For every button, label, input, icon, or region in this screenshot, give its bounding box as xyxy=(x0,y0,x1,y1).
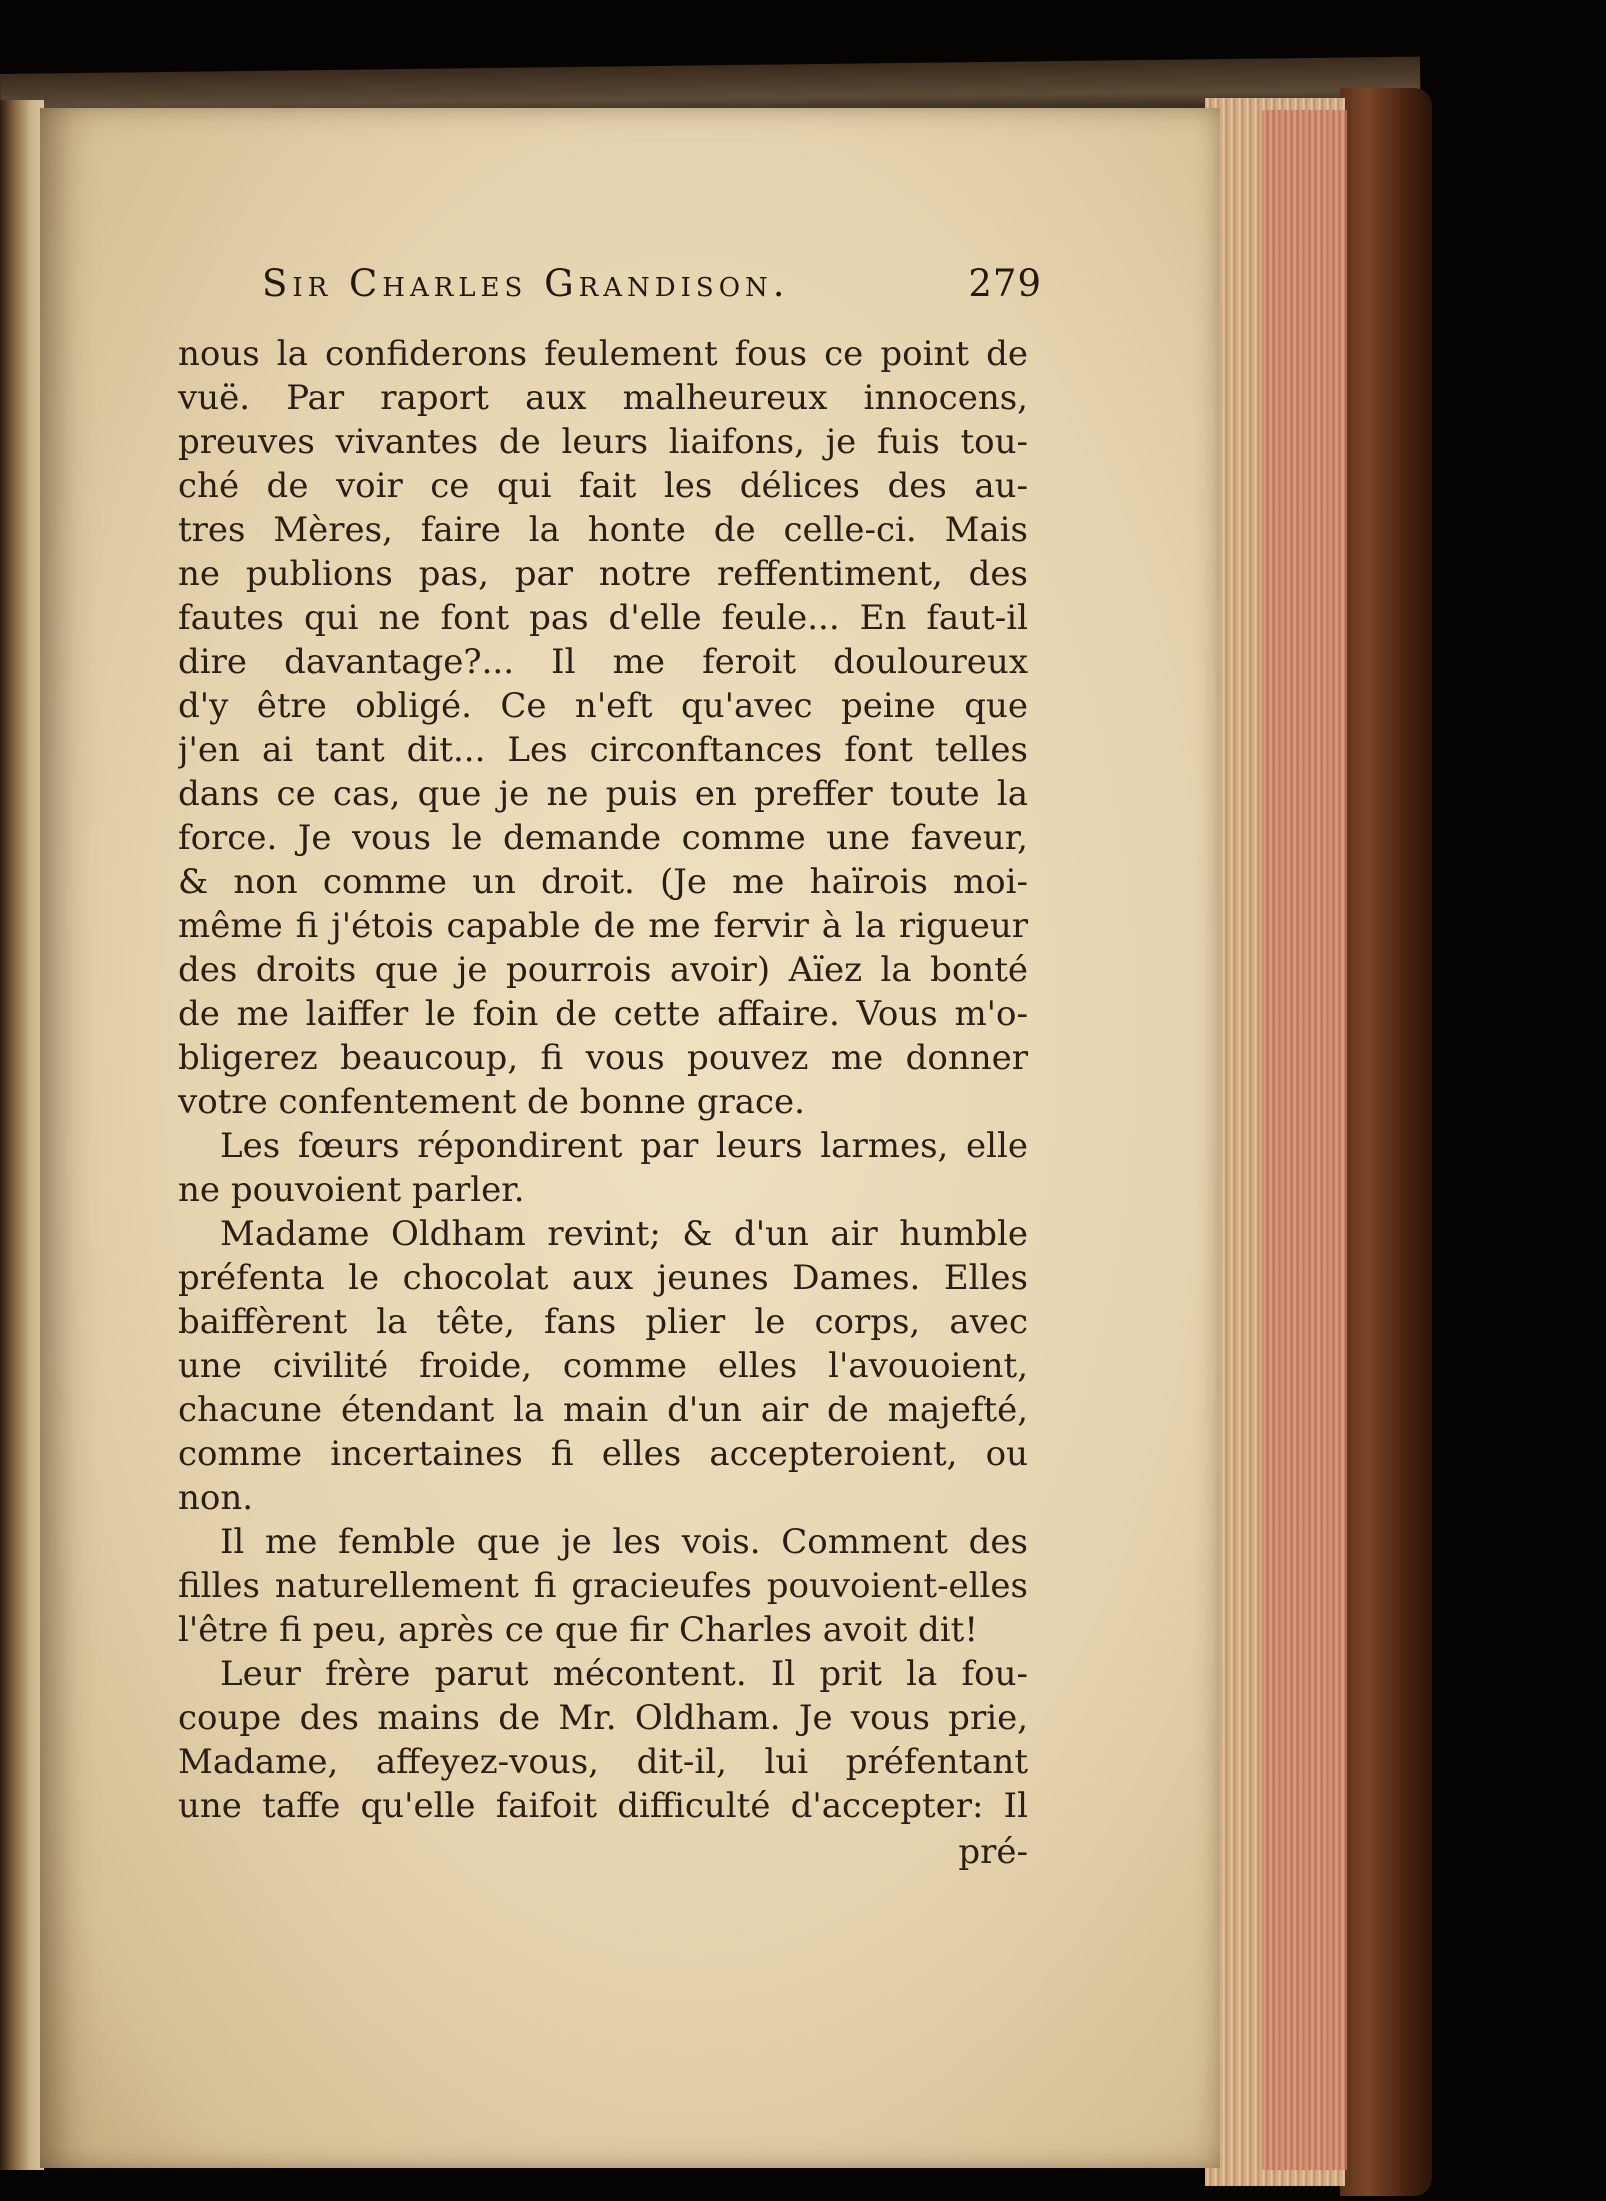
previous-page-edge xyxy=(0,100,44,2170)
running-title: Sir Charles Grandison. xyxy=(262,262,790,305)
text-line: tres Mères, faire la honte de celle-ci. Mais xyxy=(178,510,1028,550)
text-line: l'être fi peu, après ce que fir Charles avoit dit! xyxy=(178,1610,978,1650)
red-edge-stain xyxy=(1262,110,1347,2170)
text-line: & non comme un droit. (Je me haïrois moi- xyxy=(178,862,1028,902)
text-line: des droits que je pourrois avoir) Aïez la bonté xyxy=(178,950,1028,990)
text-line: de me laiffer le foin de cette affaire. Vous m'o- xyxy=(178,994,1028,1034)
text-line: même fi j'étois capable de me fervir à la rigueur xyxy=(178,906,1028,946)
text-line: comme incertaines fi elles accepteroient, ou xyxy=(178,1434,1028,1474)
text-line: ché de voir ce qui fait les délices des au- xyxy=(178,466,1028,506)
text-line: chacune étendant la main d'un air de majefté, xyxy=(178,1390,1028,1430)
text-line: fautes qui ne font pas d'elle feule... En faut-il xyxy=(178,598,1028,638)
text-line: d'y être obligé. Ce n'eft qu'avec peine que xyxy=(178,686,1028,726)
text-line: ne publions pas, par notre reffentiment, des xyxy=(178,554,1028,594)
text-line: coupe des mains de Mr. Oldham. Je vous prie, xyxy=(178,1698,1028,1738)
text-line: votre confentement de bonne grace. xyxy=(178,1082,805,1122)
text-line: baiffèrent la tête, fans plier le corps, avec xyxy=(178,1302,1028,1342)
text-line: bligerez beaucoup, fi vous pouvez me donner xyxy=(178,1038,1028,1078)
text-line: j'en ai tant dit... Les circonftances font telles xyxy=(178,730,1028,770)
page-number: 279 xyxy=(968,262,1042,305)
text-line: vuë. Par raport aux malheureux innocens, xyxy=(178,378,1028,418)
catchword: pré- xyxy=(958,1832,1028,1872)
text-line: dire davantage?... Il me feroit douloureux xyxy=(178,642,1028,682)
paragraph-start-line: Madame Oldham revint; & d'un air humble xyxy=(220,1214,1028,1254)
text-line: filles naturellement fi gracieufes pouvoient-elles xyxy=(178,1566,1028,1606)
text-line: dans ce cas, que je ne puis en preffer toute la xyxy=(178,774,1028,814)
text-line: Madame, affeyez-vous, dit-il, lui préfentant xyxy=(178,1742,1028,1782)
leather-cover xyxy=(1340,88,1432,2196)
text-line: non. xyxy=(178,1478,254,1518)
text-line: une civilité froide, comme elles l'avouoient, xyxy=(178,1346,1028,1386)
text-line: force. Je vous le demande comme une faveur, xyxy=(178,818,1028,858)
text-line: preuves vivantes de leurs liaifons, je fuis tou- xyxy=(178,422,1028,462)
paragraph-start-line: Il me femble que je les vois. Comment des xyxy=(220,1522,1028,1562)
text-line: préfenta le chocolat aux jeunes Dames. Elles xyxy=(178,1258,1028,1298)
text-line: nous la confiderons feulement fous ce point de xyxy=(178,334,1028,374)
paragraph-start-line: Les fœurs répondirent par leurs larmes, elle xyxy=(220,1126,1028,1166)
text-line: ne pouvoient parler. xyxy=(178,1170,525,1210)
text-line: une taffe qu'elle faifoit difficulté d'accepter: Il xyxy=(178,1786,1028,1826)
running-header xyxy=(262,262,1042,322)
paragraph-start-line: Leur frère parut mécontent. Il prit la fou- xyxy=(220,1654,1028,1694)
